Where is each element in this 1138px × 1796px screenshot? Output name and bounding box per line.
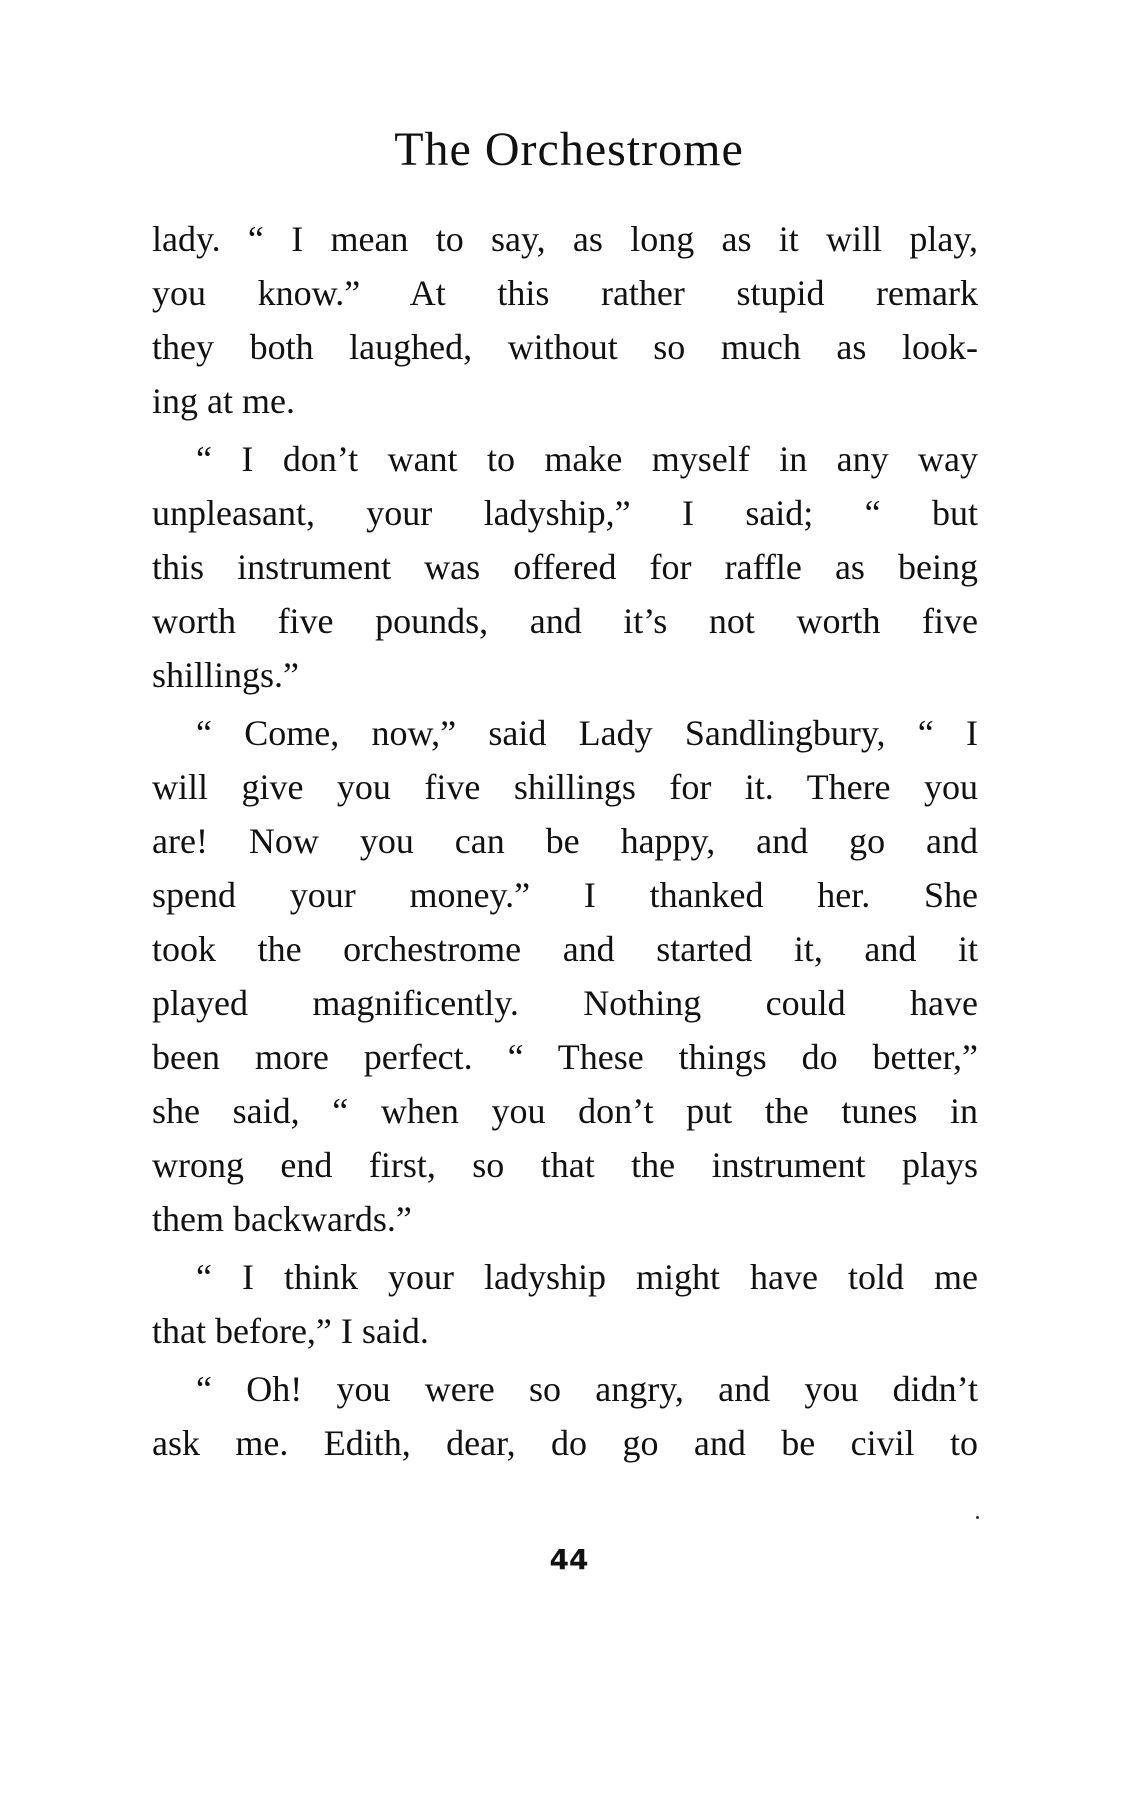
text-line: ing at me. <box>152 381 295 421</box>
text-line: “ Come, now,” said Lady Sandlingbury, “ I <box>196 713 978 753</box>
text-line: will give you five shillings for it. There you <box>152 767 978 807</box>
text-line: are! Now you can be happy, and go and <box>152 821 978 861</box>
text-line: shillings.” <box>152 655 300 695</box>
text-line: you know.” At this rather stupid remark <box>152 273 978 313</box>
page-title: The Orchestrome <box>394 123 744 176</box>
text-line: ask me. Edith, dear, do go and be civil to <box>152 1423 978 1463</box>
text-line: this instrument was offered for raffle as being <box>152 547 978 587</box>
text-line: unpleasant, your ladyship,” I said; “ but <box>152 493 978 533</box>
text-line: “ I don’t want to make myself in any way <box>196 439 978 479</box>
text-line: that before,” I said. <box>152 1311 429 1351</box>
page-number: 44 <box>549 1543 589 1576</box>
text-line: lady. “ I mean to say, as long as it will play, <box>152 219 978 259</box>
text-line: “ I think your ladyship might have told me <box>196 1257 978 1297</box>
text-line: played magnificently. Nothing could have <box>152 983 978 1023</box>
text-line: them backwards.” <box>152 1199 412 1239</box>
body-text <box>152 212 978 1470</box>
text-line: worth five pounds, and it’s not worth five <box>152 601 978 641</box>
text-line: spend your money.” I thanked her. She <box>152 875 978 915</box>
text-line: wrong end first, so that the instrument plays <box>152 1145 978 1185</box>
text-line: been more perfect. “ These things do better,” <box>152 1037 978 1077</box>
ink-speck <box>976 1516 979 1519</box>
text-line: she said, “ when you don’t put the tunes in <box>152 1091 978 1131</box>
text-line: took the orchestrome and started it, and it <box>152 929 978 969</box>
text-line: they both laughed, without so much as look- <box>152 327 978 367</box>
text-line: “ Oh! you were so angry, and you didn’t <box>196 1369 978 1409</box>
